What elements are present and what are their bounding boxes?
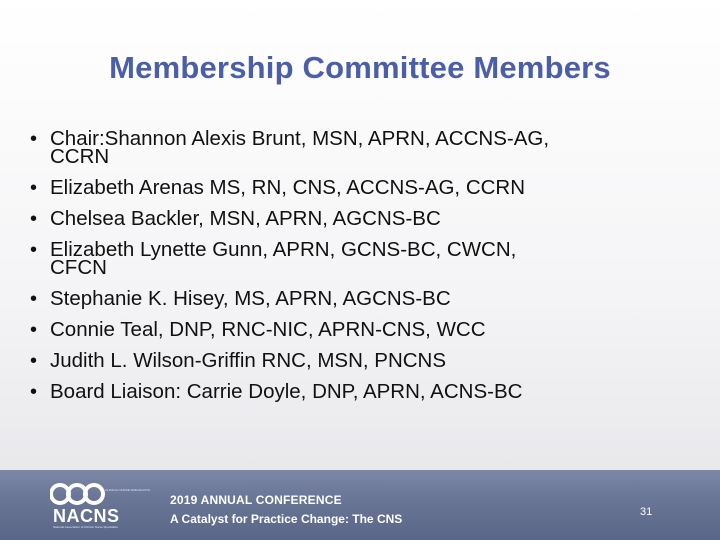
conference-title: 2019 ANNUAL CONFERENCE [170, 493, 342, 507]
bullet-icon: • [30, 177, 38, 199]
page-number: 31 [640, 506, 653, 518]
member-text: Elizabeth Lynette Gunn, APRN, GCNS-BC, CWCN, [50, 238, 517, 261]
member-list [30, 127, 700, 414]
list-item [30, 287, 700, 310]
nacns-logo [50, 482, 150, 532]
list-item [30, 127, 700, 168]
slide-title: Membership Committee Members [109, 50, 611, 85]
bullet-icon: • [30, 208, 38, 230]
member-text: Chair:Shannon Alexis Brunt, MSN, APRN, ACCNS-AG, [50, 127, 550, 150]
member-text: Board Liaison: Carrie Doyle, DNP, APRN, ACNS-BC [50, 380, 523, 403]
bullet-icon: • [30, 288, 38, 310]
member-text: Stephanie K. Hisey, MS, APRN, AGCNS-BC [50, 287, 451, 310]
list-item [30, 318, 700, 341]
bullet-icon: • [30, 239, 38, 261]
list-item [30, 349, 700, 372]
logo-circles-icon [50, 482, 106, 506]
logo-tagline: CLINICAL NURSE SPECIALISTS [105, 488, 150, 492]
bullet-icon: • [30, 350, 38, 372]
member-text: Elizabeth Arenas MS, RN, CNS, ACCNS-AG, CCRN [50, 176, 526, 199]
logo-wordmark: NACNS [53, 506, 120, 526]
list-item [30, 176, 700, 199]
footer-band [0, 470, 720, 540]
bullet-icon: • [30, 128, 38, 150]
list-item [30, 207, 700, 230]
list-item [30, 380, 700, 403]
conference-theme: A Catalyst for Practice Change: The CNS [170, 512, 403, 526]
logo-subtext: National Association of Clinical Nurse Specialists [53, 525, 118, 529]
member-text-continued: CCRN [50, 145, 110, 168]
member-text: Connie Teal, DNP, RNC-NIC, APRN-CNS, WCC [50, 318, 486, 341]
list-item [30, 238, 700, 279]
member-text: Chelsea Backler, MSN, APRN, AGCNS-BC [50, 207, 441, 230]
bullet-icon: • [30, 381, 38, 403]
member-text-continued: CFCN [50, 256, 107, 279]
member-text: Judith L. Wilson-Griffin RNC, MSN, PNCNS [50, 349, 447, 372]
bullet-icon: • [30, 319, 38, 341]
